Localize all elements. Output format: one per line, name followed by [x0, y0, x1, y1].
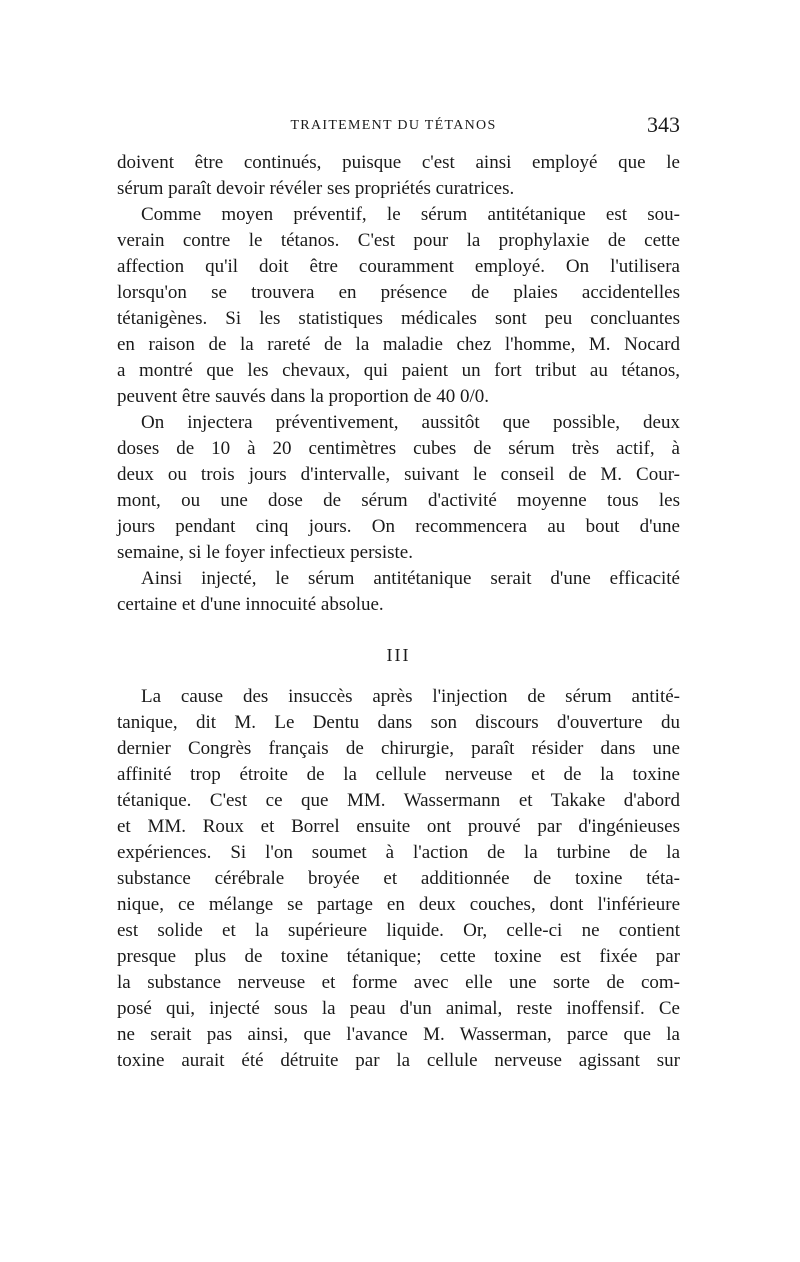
section-heading: III [386, 645, 411, 665]
text-line: tanique, dit M. Le Dentu dans son discours d'ouverture du [117, 712, 680, 733]
text-line: est solide et la supérieure liquide. Or, celle-ci ne contient [117, 920, 680, 941]
text-line: semaine, si le foyer infectieux persiste. [117, 542, 413, 563]
text-line: substance cérébrale broyée et additionnée de toxine téta- [117, 868, 680, 889]
paragraph-start-line: Comme moyen préventif, le sérum antitétanique est sou- [141, 204, 680, 225]
text-line: presque plus de toxine tétanique; cette toxine est fixée par [117, 946, 680, 967]
text-line: expériences. Si l'on soumet à l'action de la turbine de la [117, 842, 680, 863]
running-title: TRAITEMENT DU TÉTANOS [290, 118, 497, 133]
text-line: posé qui, injecté sous la peau d'un animal, reste inoffensif. Ce [117, 998, 680, 1019]
text-line: sérum paraît devoir révéler ses propriétés curatrices. [117, 178, 515, 199]
text-line: lorsqu'on se trouvera en présence de plaies accidentelles [117, 282, 680, 303]
text-line: peuvent être sauvés dans la proportion de 40 0/0. [117, 386, 489, 407]
paragraph-start-line: La cause des insuccès après l'injection de sérum antité- [141, 686, 680, 707]
paragraph-start-line: Ainsi injecté, le sérum antitétanique serait d'une efficacité [141, 568, 680, 589]
text-line: ne serait pas ainsi, que l'avance M. Wasserman, parce que la [117, 1024, 680, 1045]
text-line: verain contre le tétanos. C'est pour la prophylaxie de cette [117, 230, 680, 251]
text-line: jours pendant cinq jours. On recommencera au bout d'une [117, 516, 680, 537]
text-line: certaine et d'une innocuité absolue. [117, 594, 384, 615]
page-number: 343 [647, 112, 680, 137]
text-line: doivent être continués, puisque c'est ainsi employé que le [117, 152, 680, 173]
text-line: tétanigènes. Si les statistiques médicales sont peu concluantes [117, 308, 680, 329]
text-line: toxine aurait été détruite par la cellule nerveuse agissant sur [117, 1050, 680, 1071]
text-line: dernier Congrès français de chirurgie, paraît résider dans une [117, 738, 680, 759]
text-line: mont, ou une dose de sérum d'activité moyenne tous les [117, 490, 680, 511]
text-line: la substance nerveuse et forme avec elle une sorte de com- [117, 972, 680, 993]
text-line: doses de 10 à 20 centimètres cubes de sérum très actif, à [117, 438, 680, 459]
page-header [117, 112, 680, 142]
text-line: nique, ce mélange se partage en deux couches, dont l'inférieure [117, 894, 680, 915]
text-line: deux ou trois jours d'intervalle, suivant le conseil de M. Cour- [117, 464, 680, 485]
text-line: affection qu'il doit être couramment employé. On l'utilisera [117, 256, 680, 277]
text-line: tétanique. C'est ce que MM. Wassermann et Takake d'abord [117, 790, 680, 811]
paragraph-start-line: On injectera préventivement, aussitôt que possible, deux [141, 412, 680, 433]
text-line: affinité trop étroite de la cellule nerveuse et de la toxine [117, 764, 680, 785]
body-text [117, 150, 680, 1074]
text-line: et MM. Roux et Borrel ensuite ont prouvé par d'ingénieuses [117, 816, 680, 837]
text-line: a montré que les chevaux, qui paient un fort tribut au tétanos, [117, 360, 680, 381]
text-line: en raison de la rareté de la maladie chez l'homme, M. Nocard [117, 334, 680, 355]
